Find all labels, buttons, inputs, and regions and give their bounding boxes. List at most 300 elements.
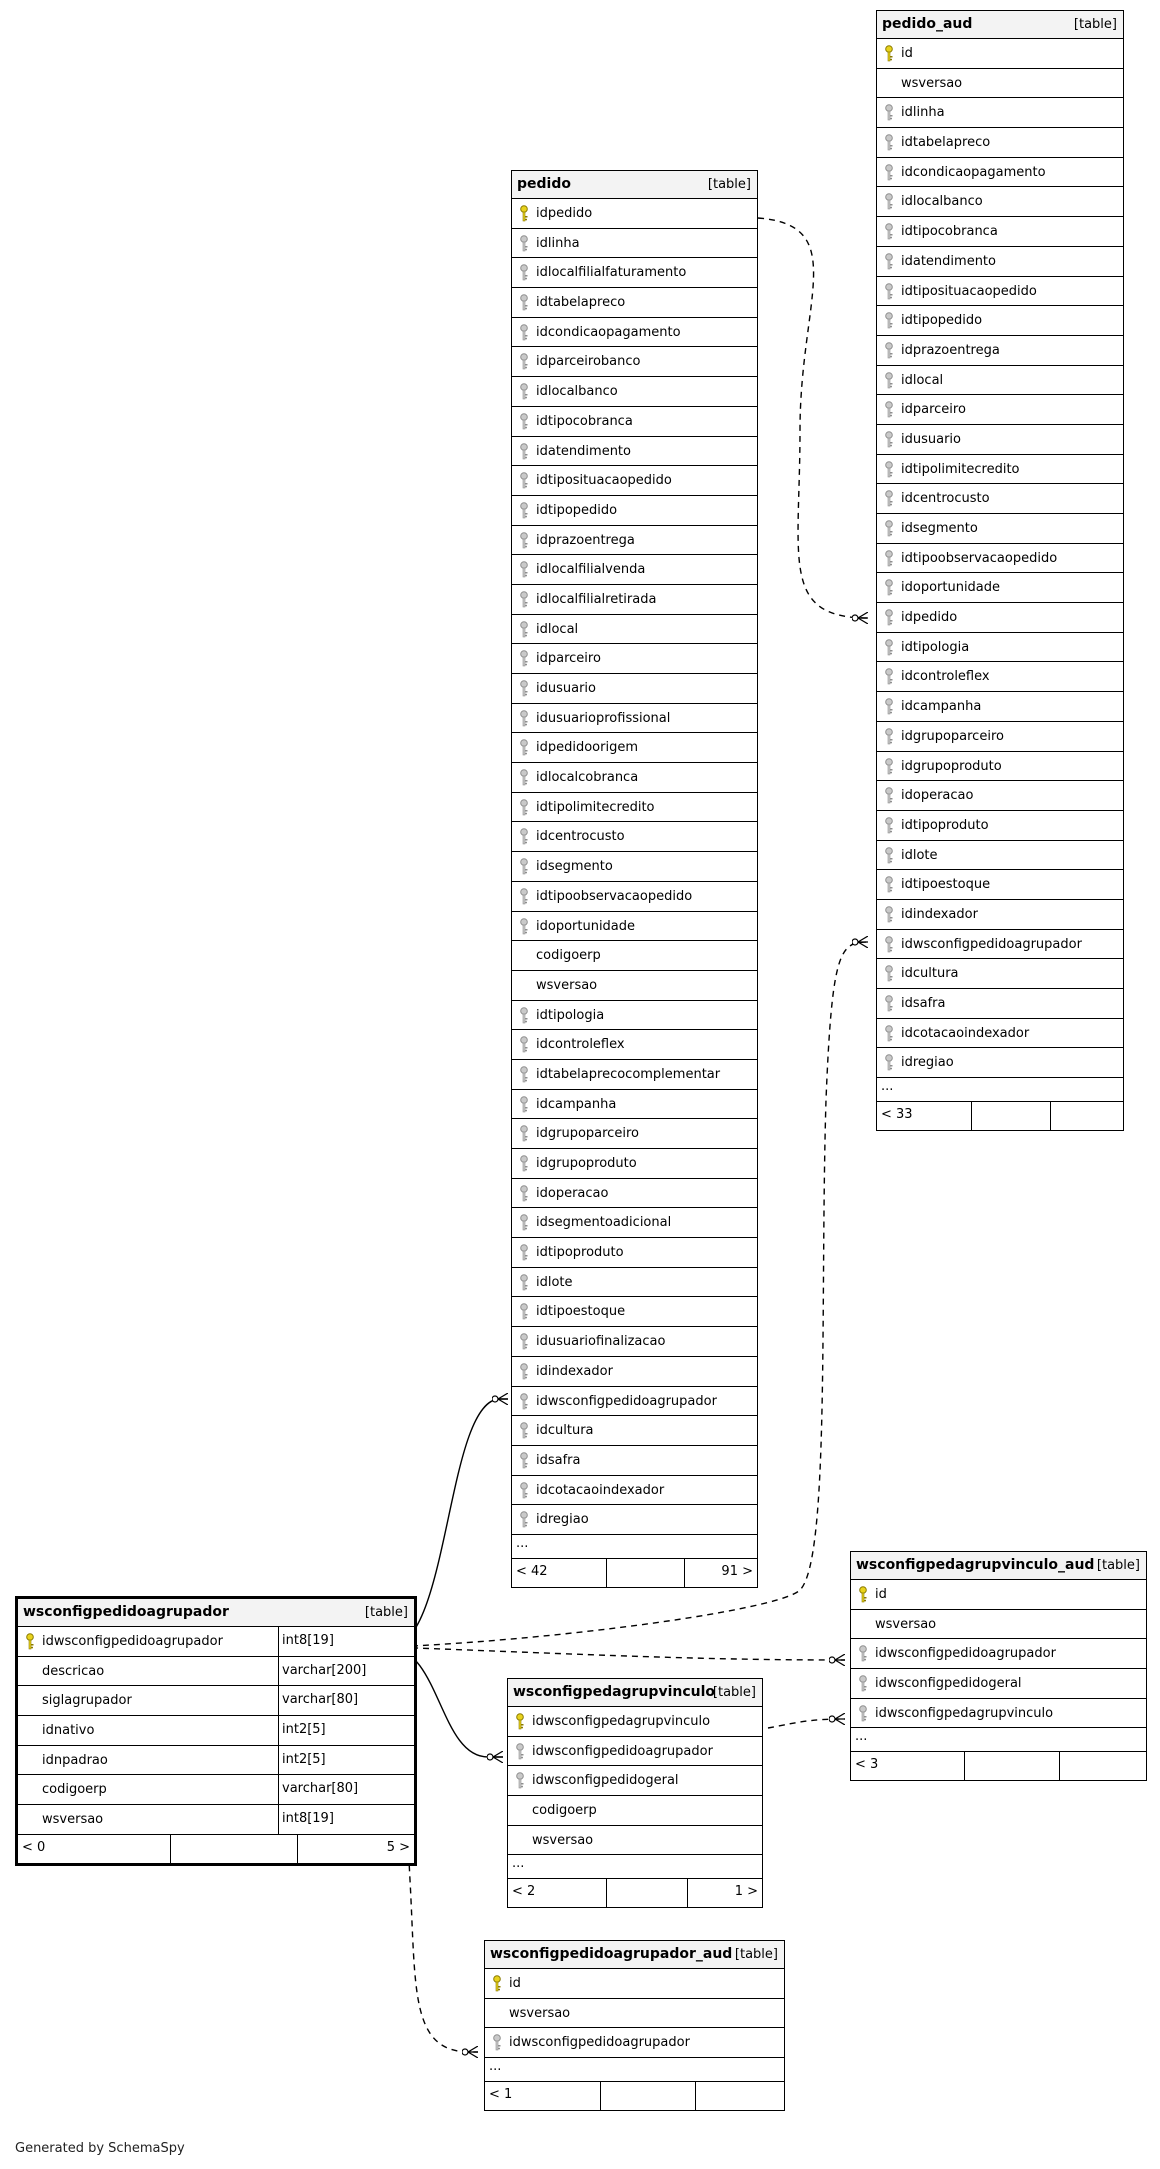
column-name: idgrupoparceiro bbox=[901, 728, 1004, 744]
column-name: idtipologia bbox=[536, 1007, 605, 1023]
column-row[interactable] bbox=[512, 912, 757, 942]
column-row[interactable] bbox=[508, 1766, 762, 1796]
column-row[interactable] bbox=[851, 1610, 1146, 1640]
column-name: idwsconfigpedidoagrupador bbox=[875, 1646, 1056, 1662]
column-row[interactable] bbox=[512, 674, 757, 704]
column-name: idatendimento bbox=[901, 253, 996, 269]
footer-spacer bbox=[170, 1835, 298, 1863]
column-row[interactable] bbox=[512, 1060, 757, 1090]
foreign-key-icon bbox=[519, 1482, 529, 1499]
generated-by-credit: Generated by SchemaSpy bbox=[15, 2141, 185, 2156]
column-row[interactable] bbox=[485, 1999, 784, 2029]
column-row[interactable] bbox=[18, 1686, 414, 1716]
column-row[interactable] bbox=[512, 407, 757, 437]
table-footer bbox=[485, 2082, 784, 2110]
column-name: idpedidoorigem bbox=[536, 740, 639, 756]
column-name: idpedido bbox=[901, 610, 958, 626]
column-row[interactable] bbox=[512, 1030, 757, 1060]
foreign-key-icon bbox=[519, 621, 529, 638]
column-row[interactable] bbox=[851, 1699, 1146, 1729]
foreign-key-icon bbox=[884, 758, 894, 775]
column-name: idpedido bbox=[536, 206, 593, 221]
column-name: idwsconfigpedagrupvinculo bbox=[875, 1705, 1054, 1721]
parent-count[interactable]: < 42 bbox=[516, 1563, 548, 1579]
foreign-key-icon bbox=[519, 1036, 529, 1053]
child-count[interactable] bbox=[1051, 1102, 1123, 1130]
column-name: idgrupoproduto bbox=[901, 758, 1002, 774]
column-row[interactable] bbox=[512, 318, 757, 348]
foreign-key-icon bbox=[519, 413, 529, 430]
column-row[interactable] bbox=[877, 514, 1123, 544]
column-row[interactable] bbox=[512, 229, 757, 259]
primary-key-icon bbox=[884, 45, 894, 62]
column-row[interactable] bbox=[877, 39, 1123, 69]
column-name: wsversao bbox=[42, 1812, 104, 1828]
foreign-key-icon bbox=[884, 668, 894, 685]
foreign-key-icon bbox=[884, 134, 894, 151]
column-row[interactable] bbox=[512, 258, 757, 288]
column-row[interactable] bbox=[851, 1639, 1146, 1669]
column-row[interactable] bbox=[877, 425, 1123, 455]
column-name: siglagrupador bbox=[42, 1693, 132, 1709]
table-pedido[interactable] bbox=[511, 170, 758, 1588]
column-name: idlocalbanco bbox=[901, 194, 983, 210]
column-row[interactable] bbox=[512, 585, 757, 615]
foreign-key-icon bbox=[884, 817, 894, 834]
column-name: idparceiro bbox=[901, 402, 966, 418]
column-row[interactable] bbox=[877, 158, 1123, 188]
column-name: idcontroleflex bbox=[901, 669, 990, 685]
column-name: idtipolimitecredito bbox=[901, 461, 1020, 477]
parent-count[interactable]: < 1 bbox=[489, 2087, 513, 2103]
foreign-key-icon bbox=[519, 561, 529, 578]
foreign-key-icon bbox=[519, 532, 529, 549]
table-footer bbox=[18, 1835, 414, 1863]
column-name: idparceiro bbox=[536, 651, 601, 667]
foreign-key-icon bbox=[519, 1422, 529, 1439]
table-wsconfigpedidoagrupador[interactable] bbox=[15, 1596, 417, 1866]
column-name: idsegmento bbox=[901, 521, 978, 536]
table-name: pedido bbox=[517, 176, 571, 192]
column-row[interactable] bbox=[877, 98, 1123, 128]
column-row[interactable] bbox=[512, 704, 757, 734]
column-row[interactable] bbox=[18, 1746, 414, 1776]
column-name: idcultura bbox=[901, 966, 959, 982]
more-columns-ellipsis: ... bbox=[512, 1535, 757, 1559]
foreign-key-icon bbox=[884, 431, 894, 448]
foreign-key-icon bbox=[884, 579, 894, 596]
foreign-key-icon bbox=[519, 710, 529, 727]
column-row[interactable] bbox=[512, 733, 757, 763]
foreign-key-icon bbox=[519, 235, 529, 252]
column-row[interactable] bbox=[512, 1119, 757, 1149]
column-name: idcentrocusto bbox=[901, 491, 990, 507]
foreign-key-icon bbox=[492, 2034, 502, 2051]
foreign-key-icon bbox=[519, 650, 529, 667]
column-name: idsafra bbox=[536, 1452, 581, 1468]
column-row[interactable] bbox=[877, 336, 1123, 366]
table-name: wsconfigpedagrupvinculo bbox=[513, 1684, 716, 1700]
table-footer bbox=[877, 1102, 1123, 1130]
column-row[interactable] bbox=[512, 1357, 757, 1387]
column-row[interactable] bbox=[512, 466, 757, 496]
column-row[interactable] bbox=[877, 662, 1123, 692]
footer-spacer bbox=[600, 2082, 696, 2110]
table-header bbox=[851, 1552, 1146, 1580]
column-row[interactable] bbox=[512, 496, 757, 526]
column-row[interactable] bbox=[512, 347, 757, 377]
column-row[interactable] bbox=[512, 1387, 757, 1417]
column-name: idtipoproduto bbox=[536, 1245, 624, 1261]
footer-spacer bbox=[964, 1752, 1060, 1780]
column-name: idoperacao bbox=[901, 788, 974, 804]
column-name: idtipopedido bbox=[536, 502, 618, 518]
table-type: [table] bbox=[1096, 1558, 1140, 1573]
column-row[interactable] bbox=[485, 2028, 784, 2058]
foreign-key-icon bbox=[519, 1155, 529, 1172]
column-name: idcondicaopagamento bbox=[536, 324, 681, 340]
column-name: idtipolimitecredito bbox=[536, 799, 655, 815]
column-row[interactable] bbox=[512, 1208, 757, 1238]
column-row[interactable] bbox=[877, 455, 1123, 485]
column-datatype: varchar[80] bbox=[278, 1686, 414, 1715]
column-row[interactable] bbox=[877, 603, 1123, 633]
column-name: idgrupoproduto bbox=[536, 1156, 637, 1171]
column-row[interactable] bbox=[512, 1297, 757, 1327]
foreign-key-icon bbox=[519, 591, 529, 608]
column-row[interactable] bbox=[18, 1657, 414, 1687]
footer-spacer bbox=[971, 1102, 1051, 1130]
column-row[interactable] bbox=[512, 199, 757, 229]
column-name: idnpadrao bbox=[42, 1752, 108, 1768]
column-row[interactable] bbox=[877, 692, 1123, 722]
column-row[interactable] bbox=[485, 1969, 784, 1999]
column-row[interactable] bbox=[512, 526, 757, 556]
foreign-key-icon bbox=[519, 1066, 529, 1083]
foreign-key-icon bbox=[884, 401, 894, 418]
foreign-key-icon bbox=[519, 1333, 529, 1350]
foreign-key-icon bbox=[519, 353, 529, 370]
column-name: idtabelapreco bbox=[536, 295, 626, 311]
table-name: wsconfigpedidoagrupador bbox=[23, 1604, 229, 1620]
table-pedido-aud[interactable] bbox=[876, 10, 1124, 1131]
child-count[interactable]: 1 > bbox=[734, 1884, 758, 1900]
table-header bbox=[485, 1941, 784, 1969]
column-row[interactable] bbox=[512, 288, 757, 318]
column-row[interactable] bbox=[512, 1505, 757, 1535]
column-name: idlocalfilialfaturamento bbox=[536, 265, 687, 281]
foreign-key-icon bbox=[884, 965, 894, 982]
column-row[interactable] bbox=[512, 1476, 757, 1506]
column-row[interactable] bbox=[877, 959, 1123, 989]
column-name: idoportunidade bbox=[901, 580, 1001, 596]
foreign-key-icon bbox=[884, 372, 894, 389]
column-name: idusuarioprofissional bbox=[536, 710, 671, 726]
table-type: [table] bbox=[1073, 17, 1117, 32]
column-datatype: int2[5] bbox=[278, 1746, 414, 1775]
column-row[interactable] bbox=[512, 882, 757, 912]
column-name: idparceirobanco bbox=[536, 354, 641, 370]
foreign-key-icon bbox=[884, 312, 894, 329]
foreign-key-icon bbox=[519, 1452, 529, 1469]
foreign-key-icon bbox=[519, 858, 529, 875]
column-name: idcontroleflex bbox=[536, 1037, 625, 1053]
column-row[interactable] bbox=[877, 69, 1123, 99]
column-row[interactable] bbox=[512, 644, 757, 674]
foreign-key-icon bbox=[519, 1125, 529, 1142]
column-name: idlocalfilialretirada bbox=[536, 591, 657, 607]
column-name: idlocalbanco bbox=[536, 384, 618, 400]
column-name: idwsconfigpedidoagrupador bbox=[509, 2035, 690, 2051]
column-name: idregiao bbox=[536, 1512, 589, 1528]
primary-key-icon bbox=[858, 1586, 868, 1603]
foreign-key-icon bbox=[884, 936, 894, 953]
column-name: idtiposituacaopedido bbox=[536, 473, 672, 489]
column-row[interactable] bbox=[877, 841, 1123, 871]
column-row[interactable] bbox=[877, 366, 1123, 396]
column-row[interactable] bbox=[512, 1001, 757, 1031]
primary-key-icon bbox=[492, 1975, 502, 1992]
column-row[interactable] bbox=[512, 822, 757, 852]
column-row[interactable] bbox=[512, 1327, 757, 1357]
column-name: codigoerp bbox=[42, 1782, 107, 1798]
column-row[interactable] bbox=[18, 1716, 414, 1746]
column-row[interactable] bbox=[512, 763, 757, 793]
table-type: [table] bbox=[712, 1685, 756, 1700]
column-name: idcentrocusto bbox=[536, 829, 625, 845]
column-name: idlocal bbox=[536, 621, 579, 637]
table-header bbox=[877, 11, 1123, 39]
column-name: idusuario bbox=[901, 431, 961, 447]
column-row[interactable] bbox=[512, 1268, 757, 1298]
column-name: wsversao bbox=[532, 1832, 594, 1848]
column-name: idindexador bbox=[536, 1363, 613, 1379]
column-row[interactable] bbox=[877, 633, 1123, 663]
foreign-key-icon bbox=[884, 283, 894, 300]
column-row[interactable] bbox=[877, 752, 1123, 782]
parent-count[interactable]: < 3 bbox=[855, 1757, 879, 1773]
column-row[interactable] bbox=[512, 1090, 757, 1120]
column-row[interactable] bbox=[851, 1580, 1146, 1610]
column-row[interactable] bbox=[512, 615, 757, 645]
foreign-key-icon bbox=[884, 461, 894, 478]
child-count[interactable]: 91 > bbox=[721, 1563, 753, 1579]
column-row[interactable] bbox=[512, 437, 757, 467]
column-name: idnativo bbox=[42, 1723, 95, 1739]
column-name: id bbox=[901, 46, 913, 61]
foreign-key-icon bbox=[519, 264, 529, 281]
column-row[interactable] bbox=[512, 1149, 757, 1179]
column-row[interactable] bbox=[877, 217, 1123, 247]
column-row[interactable] bbox=[877, 811, 1123, 841]
column-name: idlote bbox=[901, 847, 938, 863]
foreign-key-icon bbox=[858, 1675, 868, 1692]
column-row[interactable] bbox=[508, 1826, 762, 1856]
column-row[interactable] bbox=[877, 128, 1123, 158]
column-name: idwsconfigpedagrupvinculo bbox=[532, 1714, 711, 1729]
column-name: idtipoobservacaopedido bbox=[536, 888, 693, 904]
column-row[interactable] bbox=[877, 989, 1123, 1019]
column-row[interactable] bbox=[877, 930, 1123, 960]
foreign-key-icon bbox=[884, 193, 894, 210]
foreign-key-icon bbox=[884, 520, 894, 537]
column-row[interactable] bbox=[877, 277, 1123, 307]
column-name: idwsconfigpedidogeral bbox=[532, 1773, 679, 1789]
column-row[interactable] bbox=[877, 247, 1123, 277]
parent-count[interactable]: < 0 bbox=[22, 1839, 46, 1855]
column-name: id bbox=[875, 1587, 887, 1602]
link-vinculo-to-vinculo-aud bbox=[768, 1719, 845, 1728]
column-row[interactable] bbox=[851, 1669, 1146, 1699]
foreign-key-icon bbox=[519, 769, 529, 786]
column-name: idoperacao bbox=[536, 1185, 609, 1201]
column-row[interactable] bbox=[508, 1707, 762, 1737]
column-row[interactable] bbox=[508, 1796, 762, 1826]
column-row[interactable] bbox=[512, 852, 757, 882]
column-name: idcotacaoindexador bbox=[901, 1025, 1030, 1041]
column-name: idoportunidade bbox=[536, 918, 636, 934]
column-row[interactable] bbox=[512, 377, 757, 407]
child-count[interactable]: 5 > bbox=[386, 1839, 410, 1855]
column-row[interactable] bbox=[512, 1179, 757, 1209]
foreign-key-icon bbox=[519, 918, 529, 935]
column-row[interactable] bbox=[877, 395, 1123, 425]
column-row[interactable] bbox=[877, 722, 1123, 752]
column-name: idtipoestoque bbox=[536, 1304, 626, 1320]
column-row[interactable] bbox=[18, 1805, 414, 1835]
column-name: idindexador bbox=[901, 906, 978, 922]
foreign-key-icon bbox=[519, 443, 529, 460]
column-datatype: int2[5] bbox=[278, 1716, 414, 1745]
column-name: wsversao bbox=[509, 2005, 571, 2021]
column-row[interactable] bbox=[877, 573, 1123, 603]
column-name: idtiposituacaopedido bbox=[901, 283, 1037, 299]
foreign-key-icon bbox=[884, 995, 894, 1012]
column-row[interactable] bbox=[877, 781, 1123, 811]
column-row[interactable] bbox=[877, 900, 1123, 930]
foreign-key-icon bbox=[858, 1705, 868, 1722]
column-row[interactable] bbox=[877, 544, 1123, 574]
column-row[interactable] bbox=[877, 187, 1123, 217]
foreign-key-icon bbox=[519, 1511, 529, 1528]
column-row[interactable] bbox=[512, 1238, 757, 1268]
table-wsconfigpedidoagrupador-aud[interactable] bbox=[484, 1940, 785, 2111]
table-header bbox=[18, 1599, 414, 1627]
foreign-key-icon bbox=[884, 253, 894, 270]
column-row[interactable] bbox=[512, 1446, 757, 1476]
column-name: idlote bbox=[536, 1274, 573, 1290]
column-name: wsversao bbox=[901, 75, 963, 91]
parent-count[interactable]: < 33 bbox=[881, 1107, 913, 1123]
column-name: idregiao bbox=[901, 1055, 954, 1071]
link-pedido-to-pedido-aud bbox=[758, 218, 868, 618]
column-row[interactable] bbox=[512, 941, 757, 971]
primary-key-icon bbox=[519, 205, 529, 222]
foreign-key-icon bbox=[519, 1214, 529, 1231]
column-row[interactable] bbox=[877, 1019, 1123, 1049]
more-columns-ellipsis: ... bbox=[851, 1728, 1146, 1752]
table-type: [table] bbox=[364, 1605, 408, 1620]
column-name: idwsconfigpedidoagrupador bbox=[532, 1743, 713, 1759]
column-name: idcampanha bbox=[536, 1096, 617, 1112]
column-row[interactable] bbox=[508, 1737, 762, 1767]
table-name: pedido_aud bbox=[882, 16, 973, 32]
column-row[interactable] bbox=[512, 1416, 757, 1446]
column-name: id bbox=[509, 1976, 521, 1991]
column-name: wsversao bbox=[875, 1616, 937, 1632]
column-row[interactable] bbox=[18, 1775, 414, 1805]
foreign-key-icon bbox=[884, 639, 894, 656]
table-footer bbox=[512, 1559, 757, 1587]
table-footer bbox=[508, 1879, 762, 1907]
table-type: [table] bbox=[734, 1947, 778, 1962]
primary-key-icon bbox=[515, 1713, 525, 1730]
column-name: idlinha bbox=[536, 235, 580, 251]
foreign-key-icon bbox=[519, 739, 529, 756]
foreign-key-icon bbox=[884, 223, 894, 240]
foreign-key-icon bbox=[519, 1363, 529, 1380]
table-wsconfigpedagrupvinculo-aud[interactable] bbox=[850, 1551, 1147, 1781]
link-agrupador-to-vinculo-aud bbox=[390, 1647, 845, 1660]
foreign-key-icon bbox=[884, 847, 894, 864]
more-columns-ellipsis: ... bbox=[877, 1078, 1123, 1102]
column-name: idcampanha bbox=[901, 699, 982, 715]
column-name: idwsconfigpedidoagrupador bbox=[42, 1634, 223, 1649]
column-name: idcultura bbox=[536, 1423, 594, 1439]
column-row[interactable] bbox=[512, 793, 757, 823]
table-type: [table] bbox=[707, 177, 751, 192]
foreign-key-icon bbox=[515, 1743, 525, 1760]
child-count[interactable] bbox=[696, 2082, 784, 2110]
column-name: idgrupoparceiro bbox=[536, 1126, 639, 1142]
table-footer bbox=[851, 1752, 1146, 1780]
column-datatype: int8[19] bbox=[278, 1627, 414, 1656]
foreign-key-icon bbox=[519, 828, 529, 845]
column-row[interactable] bbox=[512, 555, 757, 585]
column-name: idwsconfigpedidogeral bbox=[875, 1676, 1022, 1692]
foreign-key-icon bbox=[519, 680, 529, 697]
child-count[interactable] bbox=[1060, 1752, 1146, 1780]
column-name: idusuario bbox=[536, 681, 596, 696]
footer-spacer bbox=[606, 1879, 688, 1907]
footer-spacer bbox=[606, 1559, 685, 1587]
table-name: wsconfigpedidoagrupador_aud bbox=[490, 1946, 733, 1962]
table-wsconfigpedagrupvinculo[interactable] bbox=[507, 1678, 763, 1908]
foreign-key-icon bbox=[884, 787, 894, 804]
foreign-key-icon bbox=[884, 728, 894, 745]
column-row[interactable] bbox=[18, 1627, 414, 1657]
column-row[interactable] bbox=[877, 870, 1123, 900]
column-datatype: int8[19] bbox=[278, 1805, 414, 1834]
foreign-key-icon bbox=[519, 799, 529, 816]
column-row[interactable] bbox=[877, 484, 1123, 514]
parent-count[interactable]: < 2 bbox=[512, 1884, 536, 1900]
foreign-key-icon bbox=[519, 324, 529, 341]
column-name: idcotacaoindexador bbox=[536, 1482, 665, 1498]
foreign-key-icon bbox=[884, 550, 894, 567]
foreign-key-icon bbox=[519, 1096, 529, 1113]
column-name: codigoerp bbox=[532, 1803, 597, 1819]
column-name: idsegmento bbox=[536, 859, 613, 875]
column-name: wsversao bbox=[536, 977, 598, 993]
column-row[interactable] bbox=[877, 1048, 1123, 1078]
column-name: idsegmentoadicional bbox=[536, 1215, 672, 1231]
column-name: idusuariofinalizacao bbox=[536, 1334, 666, 1350]
column-row[interactable] bbox=[512, 971, 757, 1001]
column-name: idsafra bbox=[901, 996, 946, 1011]
column-row[interactable] bbox=[877, 306, 1123, 336]
column-datatype: varchar[200] bbox=[278, 1657, 414, 1686]
